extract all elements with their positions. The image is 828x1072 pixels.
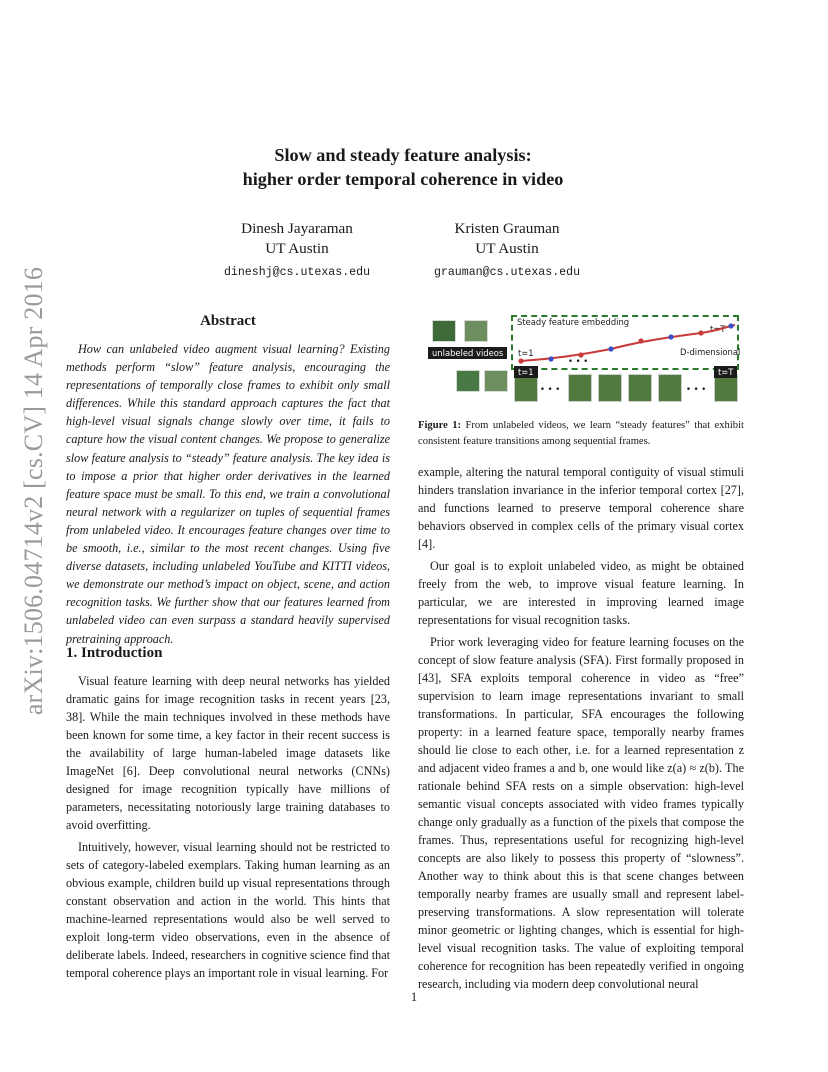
right-column xyxy=(418,463,744,997)
video-thumb-3 xyxy=(456,370,480,392)
frame-6 xyxy=(714,374,738,402)
frame-2 xyxy=(568,374,592,402)
author-1-affiliation: UT Austin xyxy=(265,240,329,257)
right-paragraph-1: example, altering the natural temporal contiguity of visual stimuli hinders translation invariance in the inferior temporal cortex [27], and functions learned to preserve temporal coherence share behaviors observed in complex cells of the primary visual cortex [4]. xyxy=(418,465,744,551)
abstract-text: How can unlabeled video augment visual learning? Existing methods perform “slow” feature analysis, encouraging the representations of temporally close frames to exhibit only small differences. While this standard approach captures the fact that high-level visual signals change slowly over time, it fails to capture how the visual content changes. We propose to generalize slow feature analysis to “steady” feature analysis. The key idea is to impose a prior that higher order derivatives in the learned feature space must be small. To this end, we train a convolutional neural network with a regularizer on tuples of sequential frames from unlabeled video. It encourages feature changes over time to be smooth, i.e., similar to the most recent changes. Using five diverse datasets, including unlabeled YouTube and KITTI videos, we demonstrate our method’s impact on object, scene, and action recognition tasks. We further show that our features learned from unlabeled video can even surpass a standard heavily supervised pretraining approach. xyxy=(66,342,390,646)
figure-1 xyxy=(418,312,744,410)
author-2-email: grauman@cs.utexas.edu xyxy=(433,266,581,279)
intro-heading: 1. Introduction xyxy=(66,645,163,661)
frame-3 xyxy=(598,374,622,402)
video-thumb-1 xyxy=(432,320,456,342)
frame-1 xyxy=(514,374,538,402)
author-2 xyxy=(407,219,607,283)
author-2-affiliation: UT Austin xyxy=(475,240,539,257)
arxiv-stamp xyxy=(19,258,49,723)
trajectory-point xyxy=(548,356,553,361)
unlabeled-videos-label: unlabeled videos xyxy=(428,347,507,359)
author-1-name: Dinesh Jayaraman xyxy=(241,220,353,237)
caption-text: From unlabeled videos, we learn “steady features” that exhibit consistent feature transitions among sequential frames. xyxy=(418,420,744,447)
video-thumb-2 xyxy=(464,320,488,342)
tT-label-top: t=T xyxy=(710,324,726,334)
frame-sequence xyxy=(514,367,744,404)
dots-left: • • • xyxy=(540,384,561,394)
trajectory-point xyxy=(728,323,733,328)
trajectory-point xyxy=(518,358,523,363)
steady-feature-trajectory xyxy=(511,315,739,370)
t1-label-bottom: t=1 xyxy=(514,366,538,378)
intro-paragraph-2: Intuitively, however, visual learning should not be restricted to sets of category-labeled exemplars. Taking human learning as an obvious example, children build up visual representations through constant observation and action in the world. This hints that machine-learned representations would also be well served to exploit long-term video observations, even in the absence of deliberate labels. Indeed, researchers in cognitive science find that temporal coherence plays an important role in visual learning. For xyxy=(66,840,390,980)
frame-5 xyxy=(658,374,682,402)
tT-label-bottom: t=T xyxy=(714,366,737,378)
author-1 xyxy=(197,219,397,283)
figure-caption xyxy=(418,418,744,449)
trajectory-point xyxy=(608,346,613,351)
trajectory-line xyxy=(521,325,735,361)
paper-title xyxy=(200,143,606,191)
title-line-2: higher order temporal coherence in video xyxy=(242,169,564,189)
dots-top: • • • xyxy=(568,356,589,366)
arxiv-stamp-text: arXiv:1506.04714v2 [cs.CV] 14 Apr 2016 xyxy=(19,266,48,715)
t1-label-top: t=1 xyxy=(518,348,534,358)
trajectory-point xyxy=(638,338,643,343)
d-dimensional-label: D-dimensional xyxy=(680,347,741,357)
frame-4 xyxy=(628,374,652,402)
title-line-1: Slow and steady feature analysis: xyxy=(274,145,532,165)
caption-label: Figure 1: xyxy=(418,420,462,431)
abstract-heading: Abstract xyxy=(200,313,256,329)
author-2-name: Kristen Grauman xyxy=(454,220,560,237)
dots-right: • • • xyxy=(686,384,707,394)
video-thumb-4 xyxy=(484,370,508,392)
trajectory-point xyxy=(668,334,673,339)
author-1-email: dineshj@cs.utexas.edu xyxy=(223,266,371,279)
embedding-box-label: Steady feature embedding xyxy=(517,317,630,327)
intro-paragraph-1: Visual feature learning with deep neural networks has yielded dramatic gains for image recognition tasks in recent years [23, 38]. While the main techniques involved in these methods have been known for some time, a key factor in their recent success is the availability of large human-labeled image datasets like ImageNet [6]. Deep convolutional neural networks (CNNs) designed for image recognition typically have millions of parameters, necessitating notoriously large training databases to avoid overfitting. xyxy=(66,674,390,832)
page-number: 1 xyxy=(410,990,418,1004)
intro-body xyxy=(66,672,390,986)
right-paragraph-3: Prior work leveraging video for feature learning focuses on the concept of slow feature analysis (SFA). First formally proposed in [43], SFA exploits temporal coherence in video as “free” supervision to learn image representations invariant to small transformations. In particular, SFA encourages the following property: in a learned feature space, temporally nearby frames should lie close to each other, i.e. for a learned representation z and adjacent video frames a and b, one would like z(a) ≈ z(b). The rationale behind SFA rests on a simple observation: high-level semantic visual concepts associated with video frames typically change only gradually as a function of the pixels that compose the frames. Thus, representations useful for recognizing high-level concepts are also likely to possess this property of “slowness”. Another way to think about this is that scene changes between temporally nearby frames are usually small and represent label-preserving transformations. A slow representation will tolerate minor geometric or lighting changes, which is essential for high-level visual recognition tasks. The value of exploiting temporal coherence for recognition has been repeatedly verified in ongoing research, including via modern deep convolutional neural xyxy=(418,635,744,991)
right-paragraph-2: Our goal is to exploit unlabeled video, as might be obtained freely from the web, to improve visual feature learning. In particular, we are interested in improving learned image representations for visual recognition tasks. xyxy=(418,559,744,627)
trajectory-point xyxy=(698,330,703,335)
